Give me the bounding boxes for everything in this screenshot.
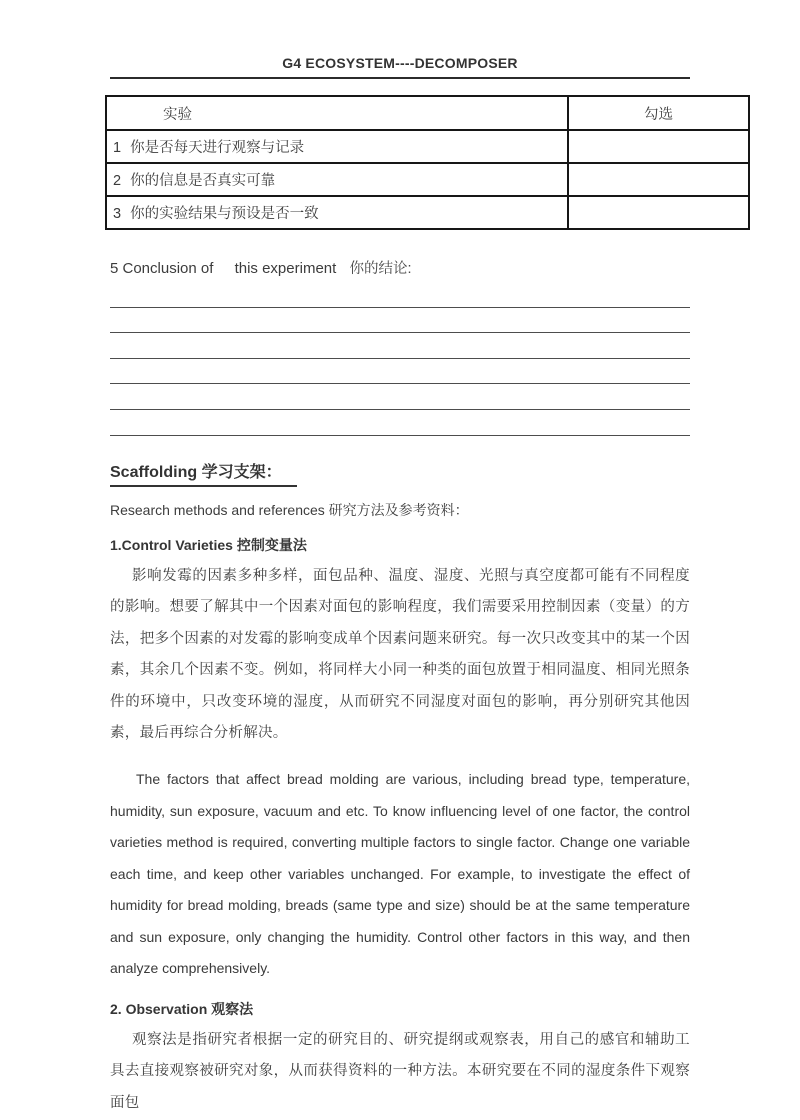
conclusion-blank-line[interactable]	[110, 308, 690, 334]
row-text: 你是否每天进行观察与记录	[130, 140, 305, 156]
conclusion-heading-part2: this experiment	[234, 260, 337, 277]
row-number: 3	[113, 206, 122, 222]
column-header-check: 勾选	[568, 96, 749, 130]
checklist-row	[106, 196, 749, 229]
method-1-paragraph-en: The factors that affect bread molding are various, including bread type, temperature, humidity, sun exposure, vacuum and etc. To know influencing level of one factor, the control varieties method is required, converting multiple factors to single factor. Change one variable each time, and keep other variables unchanged. For example, to investigate the effect of humidity for bread molding, breads (same type and size) should be at the same temperature and sun exposure, only changing the humidity. Control other factors in this way, and then analyze comprehensively.	[110, 771, 690, 977]
document-content	[110, 0, 690, 1119]
row-text: 你的实验结果与预设是否一致	[130, 206, 319, 222]
conclusion-blank-line[interactable]	[110, 333, 690, 359]
checklist-row	[106, 130, 749, 163]
method-1-heading: 1.Control Varieties 控制变量法	[110, 536, 307, 553]
conclusion-blank-line[interactable]	[110, 384, 690, 410]
research-methods-line: Research methods and references 研究方法及参考资料：	[110, 501, 469, 518]
checklist-table	[105, 95, 750, 230]
checklist-question-cell	[106, 196, 568, 229]
row-number: 2	[113, 173, 122, 189]
checklist-question-cell	[106, 130, 568, 163]
header-rule	[110, 77, 690, 79]
checklist-check-cell[interactable]	[568, 196, 749, 229]
checklist-check-cell[interactable]	[568, 130, 749, 163]
conclusion-blank-line[interactable]	[110, 410, 690, 436]
checklist-rows	[106, 130, 749, 229]
conclusion-heading-part1: 5 Conclusion of	[110, 260, 214, 277]
row-number: 1	[113, 140, 122, 156]
checklist-body	[106, 96, 749, 130]
conclusion-blank-line[interactable]	[110, 282, 690, 308]
scaffolding-heading-en: Scaffolding	[110, 463, 198, 481]
scaffolding-heading-zh: 学习支架：	[201, 463, 282, 481]
conclusion-blank-line[interactable]	[110, 359, 690, 385]
checklist-row	[106, 163, 749, 196]
scaffolding-heading-text	[110, 463, 297, 487]
conclusion-heading-zh: 你的结论:	[349, 261, 412, 277]
method-1-paragraph-zh: 影响发霉的因素多种多样，面包品种、温度、湿度、光照与真空度都可能有不同程度的影响。想要了解其中一个因素对面包的影响程度，我们需要采用控制因素（变量）的方法，把多个因素的对发霉的影响变成单个因素问题来研究。每一次只改变其中的某一个因素，其余几个因素不变。例如，将同样大小同一种类的面包放置于相同温度、相同光照条件的环境中，只改变环境的湿度，从而研究不同湿度对面包的影响，再分别研究其他因素，最后再综合分析解决。	[110, 567, 690, 742]
row-text: 你的信息是否真实可靠	[130, 173, 276, 189]
method-2-paragraph-zh: 观察法是指研究者根据一定的研究目的、研究提纲或观察表，用自己的感官和辅助工具去直接观察被研究对象，从而获得资料的一种方法。本研究要在不同的湿度条件下观察面包	[110, 1031, 690, 1111]
scaffolding-heading	[110, 463, 690, 487]
checklist-check-cell[interactable]	[568, 163, 749, 196]
conclusion-write-lines	[110, 282, 690, 436]
method-2-heading: 2. Observation 观察法	[110, 1000, 254, 1017]
conclusion-heading	[110, 258, 690, 280]
checklist-question-cell	[106, 163, 568, 196]
page-title: G4 ECOSYSTEM----DECOMPOSER	[282, 55, 518, 71]
checklist-header-row	[106, 96, 749, 130]
column-header-experiment: 实验	[106, 96, 568, 130]
